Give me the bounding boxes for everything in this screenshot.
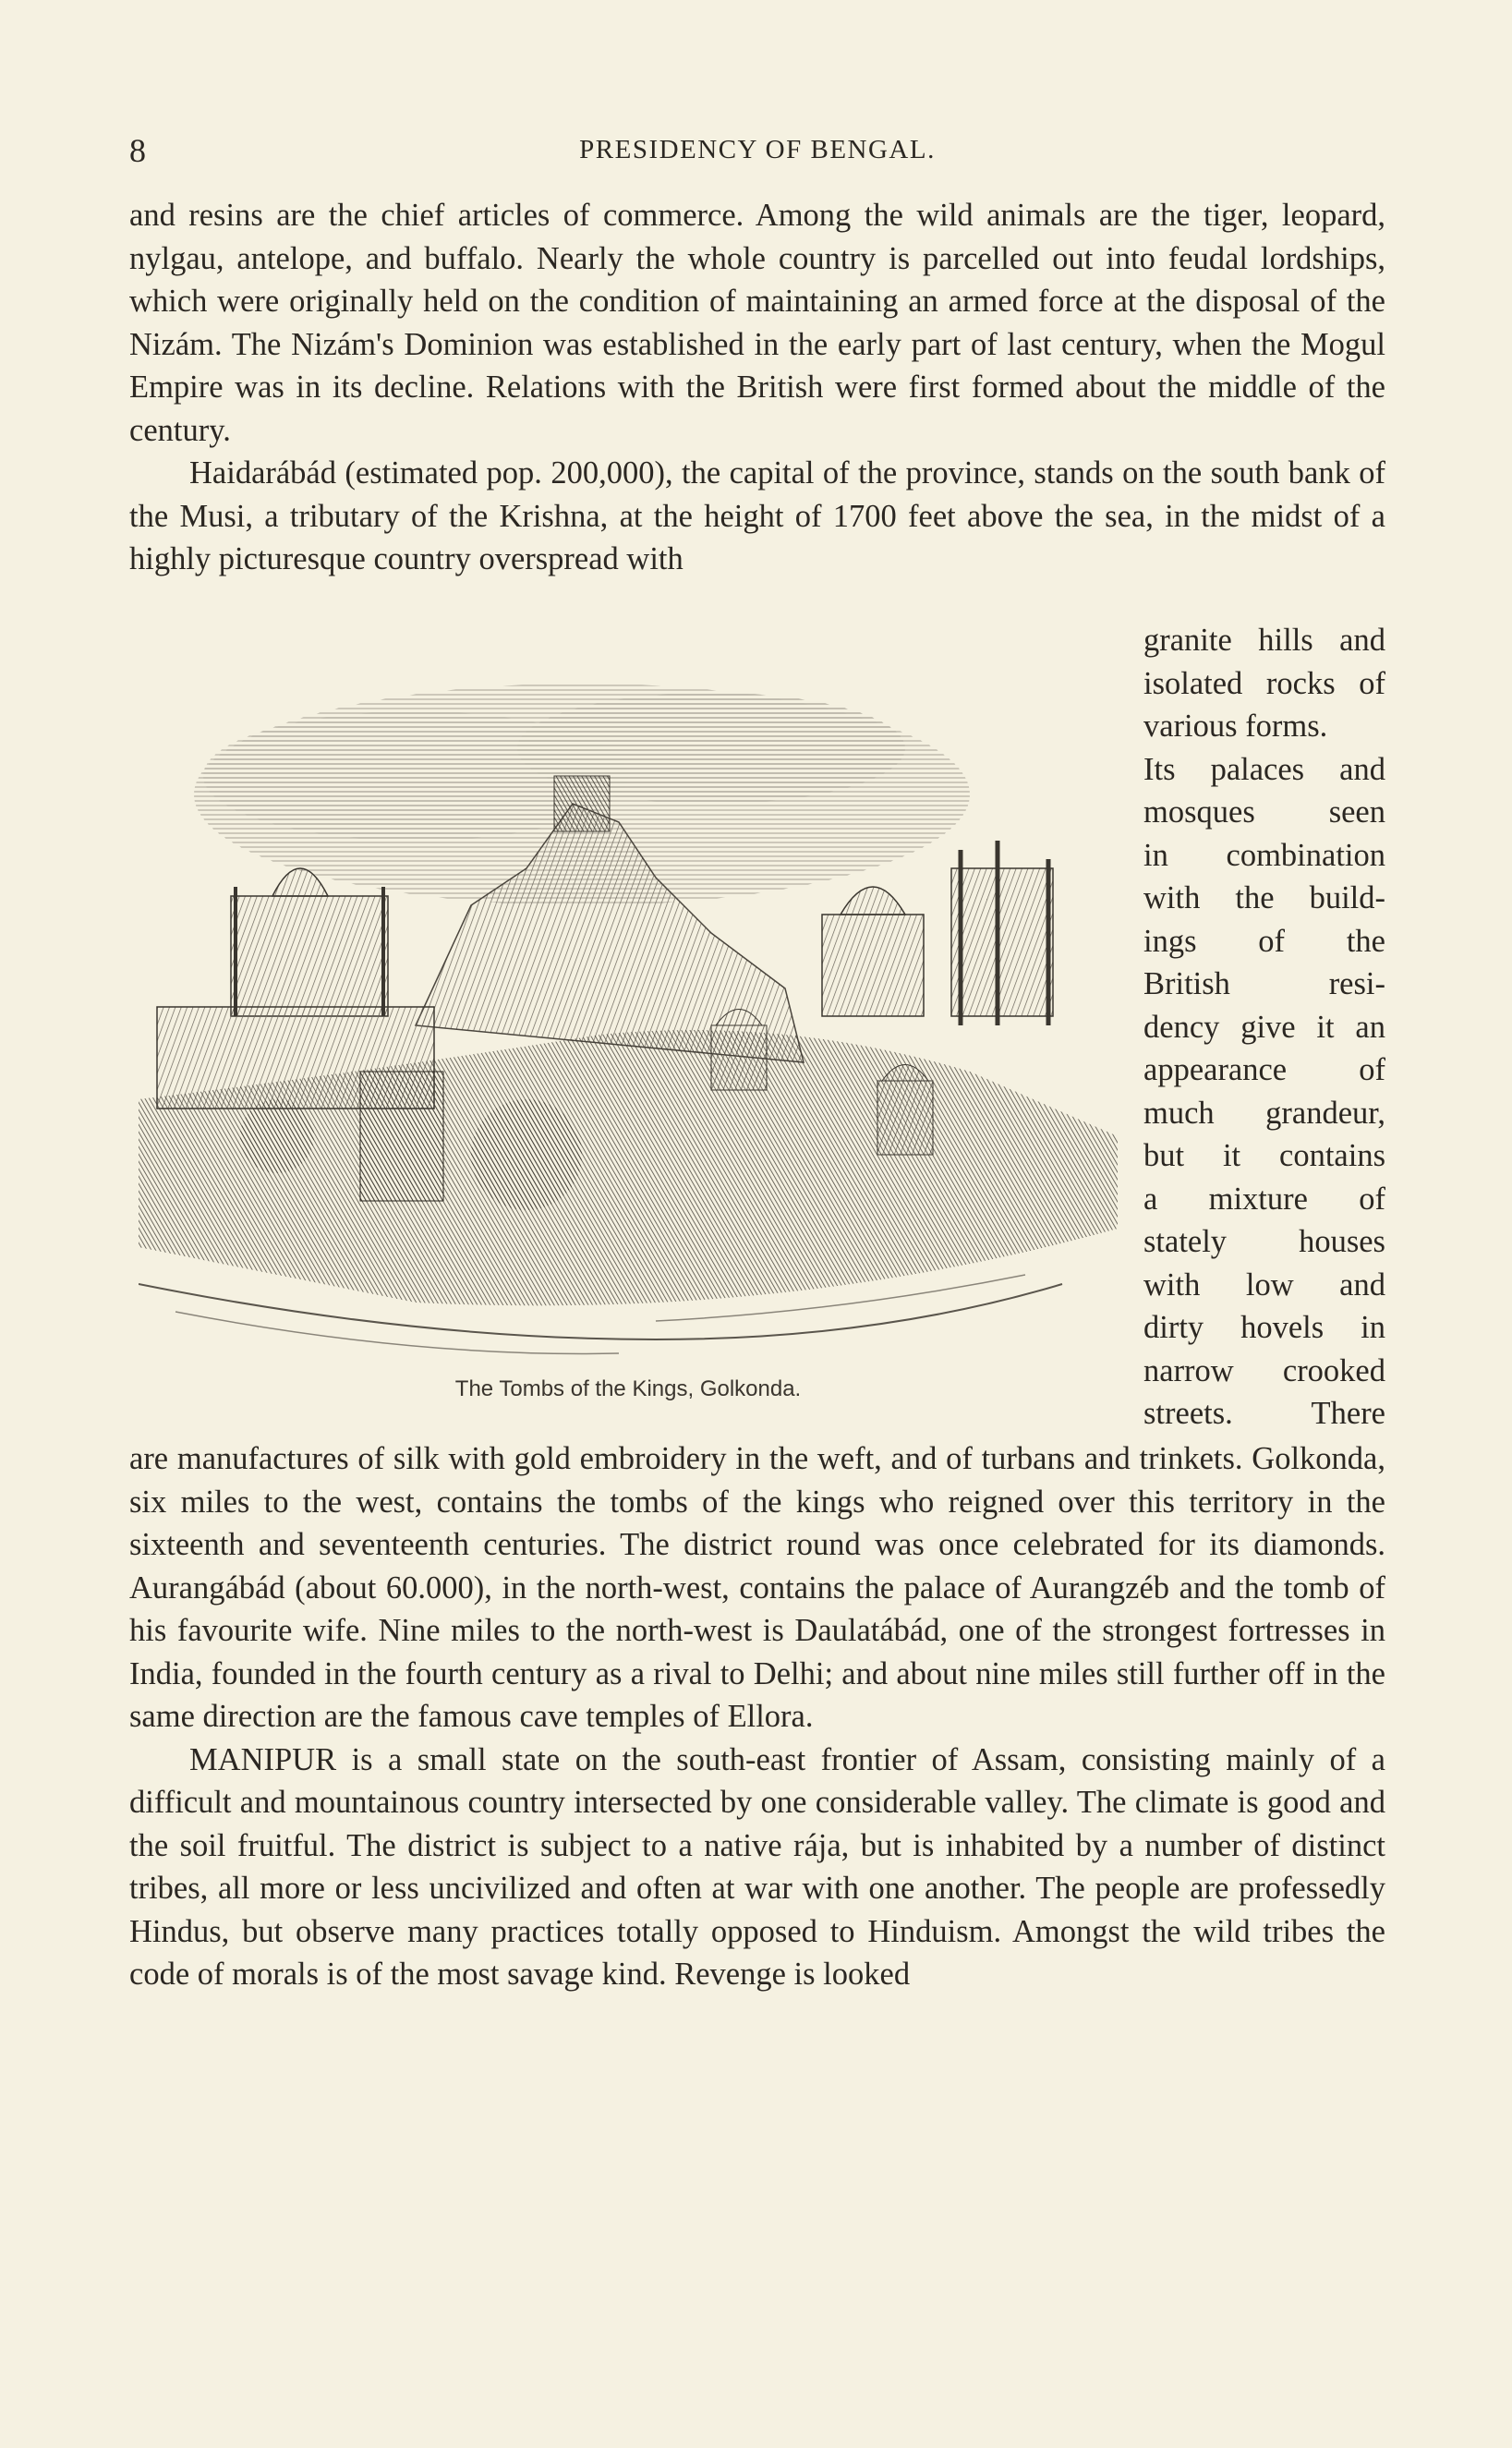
wrap-line: appearance of xyxy=(1143,1052,1385,1087)
wrap-line: in combination xyxy=(1143,837,1385,873)
paragraph: and resins are the chief articles of commerce. Among the wild animals are the tiger, leopard, nylgau, antelope, and buffalo. Nearly the whole country is parcelled out into feudal lordships, which were originally held on the condition of maintaining an armed force at the disposal of the Nizám. The Nizám's Dominion was established in the early part of last century, when the Mogul Empire was in its decline. Relations with the British were first formed about the middle of the century. xyxy=(129,198,1385,448)
text-block-top xyxy=(129,194,1385,581)
wrap-line: various forms. xyxy=(1143,709,1328,744)
page-number: 8 xyxy=(129,132,146,169)
wrap-line: British resi- xyxy=(1143,966,1385,1001)
wrap-line: isolated rocks of xyxy=(1143,665,1385,701)
page-header xyxy=(129,131,1385,177)
figure-caption: The Tombs of the Kings, Golkonda. xyxy=(454,1376,802,1401)
paragraph: are manufactures of silk with gold embroidery in the weft, and of turbans and trinkets. Golkonda, six miles to the west, contains the tombs of the kings who reigned over this territory in the sixteenth and seventeenth centuries. The district round was once celebrated for its diamonds. Aurangábád (about 60.000), in the north-west, contains the palace of Aurangzéb and the tomb of his favourite wife. Nine miles to the north-west is Daulatábád, one of the strongest fortresses in India, founded in the fourth century as a rival to Delhi; and about nine miles still further off in the same direction are the famous cave temples of Ellora. xyxy=(129,1441,1385,1734)
engraving-figure xyxy=(139,637,1118,1404)
text-block-bottom xyxy=(129,1437,1385,1996)
wrap-line: granite hills and xyxy=(1143,623,1385,658)
wrap-line: dirty hovels in xyxy=(1143,1310,1385,1345)
wrap-line: narrow crooked xyxy=(1143,1352,1385,1388)
paragraph: MANIPUR is a small state on the south-east frontier of Assam, consisting mainly of a difficult and mountainous country intersected by one considerable valley. The climate is good and the soil fruitful. The district is subject to a native rája, but is inhabited by a number of distinct tribes, all more or less uncivilized and often at war with one another. The people are professedly Hindus, but observe many practices totally opposed to Hinduism. Amongst the wild tribes the code of morals is of the most savage kind. Revenge is looked xyxy=(129,1741,1385,1992)
wrap-line: streets. There xyxy=(1143,1396,1385,1431)
running-title: PRESIDENCY OF BENGAL. xyxy=(579,135,936,164)
wrap-line: but it contains xyxy=(1143,1138,1385,1173)
paragraph: Haidarábád (estimated pop. 200,000), the capital of the province, stands on the south bank of the Musi, a tributary of the Krishna, at the height of 1700 feet above the sea, in the midst of a highly picturesque country overspread with xyxy=(129,455,1385,576)
wrap-line: a mixture of xyxy=(1143,1181,1385,1217)
wrap-line: mosques seen xyxy=(1143,794,1385,830)
wrap-line: with low and xyxy=(1143,1266,1385,1303)
wrapped-text-column xyxy=(1143,619,1385,1436)
wrap-line: with the build- xyxy=(1143,880,1385,915)
wrap-line: ings of the xyxy=(1143,923,1385,959)
wrap-line: Its palaces and xyxy=(1143,751,1385,787)
wrap-line: stately houses xyxy=(1143,1224,1385,1259)
tombs-engraving-illustration xyxy=(139,637,1118,1367)
wrap-line: dency give it an xyxy=(1143,1009,1385,1045)
wrap-line: much grandeur, xyxy=(1143,1095,1385,1131)
